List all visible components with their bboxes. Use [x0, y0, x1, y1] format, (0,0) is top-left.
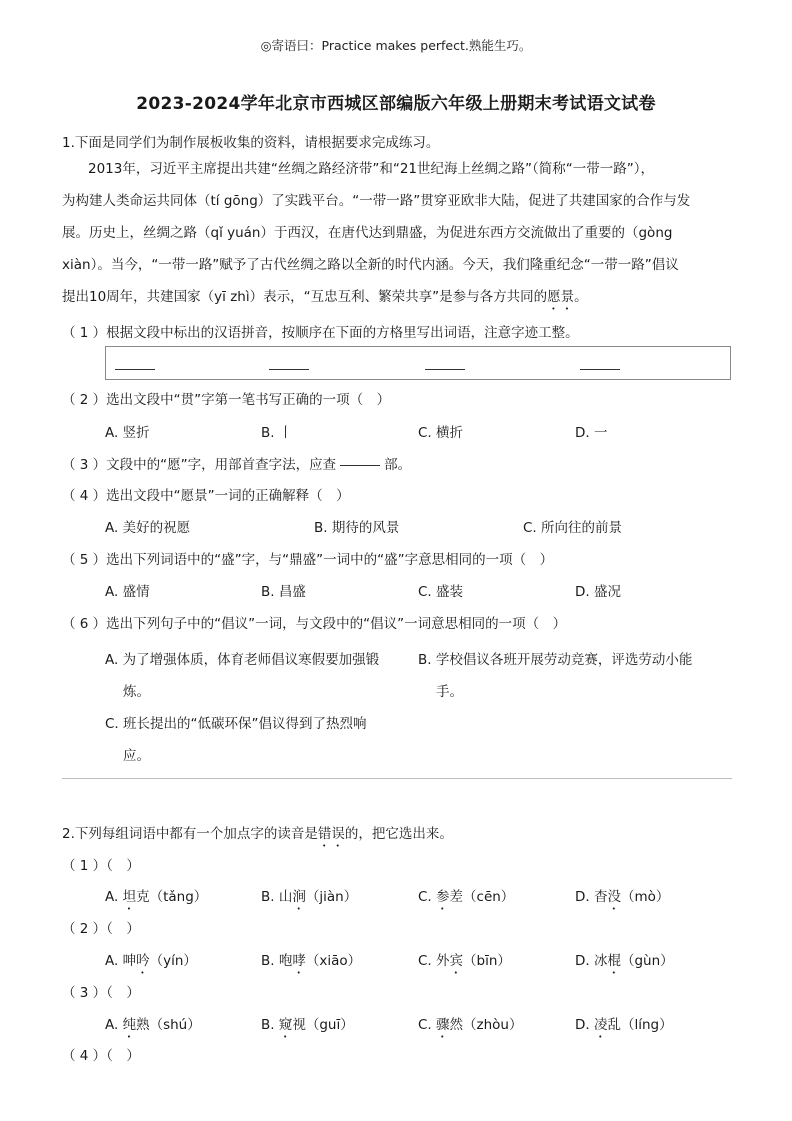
passage-line: 2013年，习近平主席提出共建“丝绸之路经济带”和“21世纪海上丝绸之路”（简称“一带一路”）， — [88, 161, 654, 177]
dotted-character: 坦 — [122, 889, 137, 905]
option-c[interactable]: C. 所向往的前景 — [523, 520, 623, 536]
answer-grid-box[interactable] — [105, 346, 731, 380]
option-c[interactable]: C. 外宾（bīn） — [418, 953, 511, 969]
dotted-character: 凌 — [593, 1017, 608, 1033]
passage-line: 提出10周年，共建国家（yī zhì）表示，“互忠互利、繁荣共享”是参与各方共同的愿景。 — [62, 289, 588, 305]
dotted-character: 吟 — [136, 953, 150, 969]
option-a[interactable]: A. 美好的祝愿 — [105, 520, 191, 536]
question-1-stem: 1.下面是同学们为制作展板收集的资料，请根据要求完成练习。 — [62, 135, 440, 151]
option-c[interactable]: C. 班长提出的“低碳环保”倡议得到了热烈响 应。 — [105, 716, 367, 764]
dotted-character: 棍 — [607, 953, 621, 969]
dotted-character: 纯 — [122, 1017, 137, 1033]
option-c[interactable]: C. 参差（cēn） — [418, 889, 515, 905]
sub-question-1: （ 1 ）根据文段中标出的汉语拼音，按顺序在下面的方格里写出词语，注意字迹工整。 — [62, 325, 579, 341]
option-b[interactable]: B. 期待的风景 — [314, 520, 400, 536]
option-a[interactable]: A. 坦克（tǎng） — [105, 889, 208, 905]
answer-blank-3[interactable] — [425, 369, 465, 370]
option-d[interactable]: D. 杳没（mò） — [575, 889, 670, 905]
option-b[interactable]: B. 学校倡议各班开展劳动竞赛，评选劳动小能 手。 — [418, 652, 693, 700]
passage-line: 展。历史上，丝绸之路（qǐ yuán）于西汉，在唐代达到鼎盛，为促进东西方交流做出了重要的（gòng — [62, 225, 673, 241]
option-a[interactable]: A. 竖折 — [105, 425, 150, 441]
dotted-character: 哮 — [292, 953, 306, 969]
sub-question-5: （ 5 ）选出下列词语中的“盛”字，与“鼎盛”一词中的“盛”字意思相同的一项（ ） — [62, 552, 554, 568]
dotted-character: 涧 — [292, 889, 306, 905]
sub-question-2: （ 2 ）选出文段中“贯”字第一笔书写正确的一项（ ） — [62, 392, 391, 408]
option-c[interactable]: C. 盛装 — [418, 584, 464, 600]
passage-line: xiàn）。当今，“一带一路”赋予了古代丝绸之路以全新的时代内涵。今天，我们隆重纪念“一带一路”倡议 — [62, 257, 679, 273]
option-d[interactable]: D. 冰棍（gùn） — [575, 953, 674, 969]
option-a[interactable]: A. 盛情 — [105, 584, 150, 600]
exam-title: 2023-2024学年北京市西城区部编版六年级上册期末考试语文试卷 — [136, 94, 656, 114]
option-a[interactable]: A. 纯熟（shú） — [105, 1017, 201, 1033]
answer-blank-4[interactable] — [580, 369, 620, 370]
sub-question-4: （ 4 ）选出文段中“愿景”一词的正确解释（ ） — [62, 488, 350, 504]
option-b[interactable]: B. 窥视（guī） — [261, 1017, 354, 1033]
sub-question-label: （ 4 ）（ ） — [62, 1048, 140, 1064]
dotted-character: 参 — [436, 889, 450, 905]
dotted-word: 愿景 — [547, 289, 575, 305]
sub-question-6: （ 6 ）选出下列句子中的“倡议”一词，与文段中的“倡议”一词意思相同的一项（ ） — [62, 616, 567, 632]
sub-question-3: （ 3 ）文段中的“愿”字，用部首查字法，应查 部。 — [62, 457, 412, 473]
dotted-character: 宾 — [449, 953, 464, 969]
sub-question-label: （ 3 ）（ ） — [62, 985, 140, 1001]
dotted-character: 窥 — [278, 1017, 293, 1033]
option-c[interactable]: C. 横折 — [418, 425, 464, 441]
answer-blank-1[interactable] — [115, 369, 155, 370]
option-b[interactable]: B. 昌盛 — [261, 584, 306, 600]
passage-line: 为构建人类命运共同体（tí gōng）了实践平台。“一带一路”贯穿亚欧非大陆，促进了共建国家的合作与发 — [62, 193, 691, 209]
motto-header: ◎寄语曰：Practice makes perfect.熟能生巧。 — [260, 38, 532, 53]
question-2-stem: 2.下列每组词语中都有一个加点字的读音是错误的，把它选出来。 — [62, 826, 453, 842]
answer-blank-2[interactable] — [269, 369, 309, 370]
option-a[interactable]: A. 为了增强体质，体育老师倡议寒假要加强锻 炼。 — [105, 652, 380, 700]
option-a[interactable]: A. 呻吟（yín） — [105, 953, 197, 969]
option-d[interactable]: D. 凌乱（líng） — [575, 1017, 673, 1033]
dotted-character: 骤 — [436, 1017, 450, 1033]
option-b[interactable]: B. 咆哮（xiāo） — [261, 953, 362, 969]
option-c[interactable]: C. 骤然（zhòu） — [418, 1017, 523, 1033]
option-d[interactable]: D. 盛况 — [575, 584, 621, 600]
sub-question-label: （ 2 ）（ ） — [62, 921, 140, 937]
question-1-passage — [62, 153, 732, 313]
option-b[interactable]: B. 山涧（jiàn） — [261, 889, 358, 905]
option-d[interactable]: D. 一 — [575, 425, 608, 441]
option-b[interactable]: B. 丨 — [261, 425, 293, 441]
dotted-word: 错误 — [317, 826, 345, 842]
sub-question-label: （ 1 ）（ ） — [62, 858, 140, 874]
fill-blank[interactable] — [340, 465, 380, 466]
dotted-character: 没 — [607, 889, 621, 905]
section-divider — [62, 778, 732, 779]
